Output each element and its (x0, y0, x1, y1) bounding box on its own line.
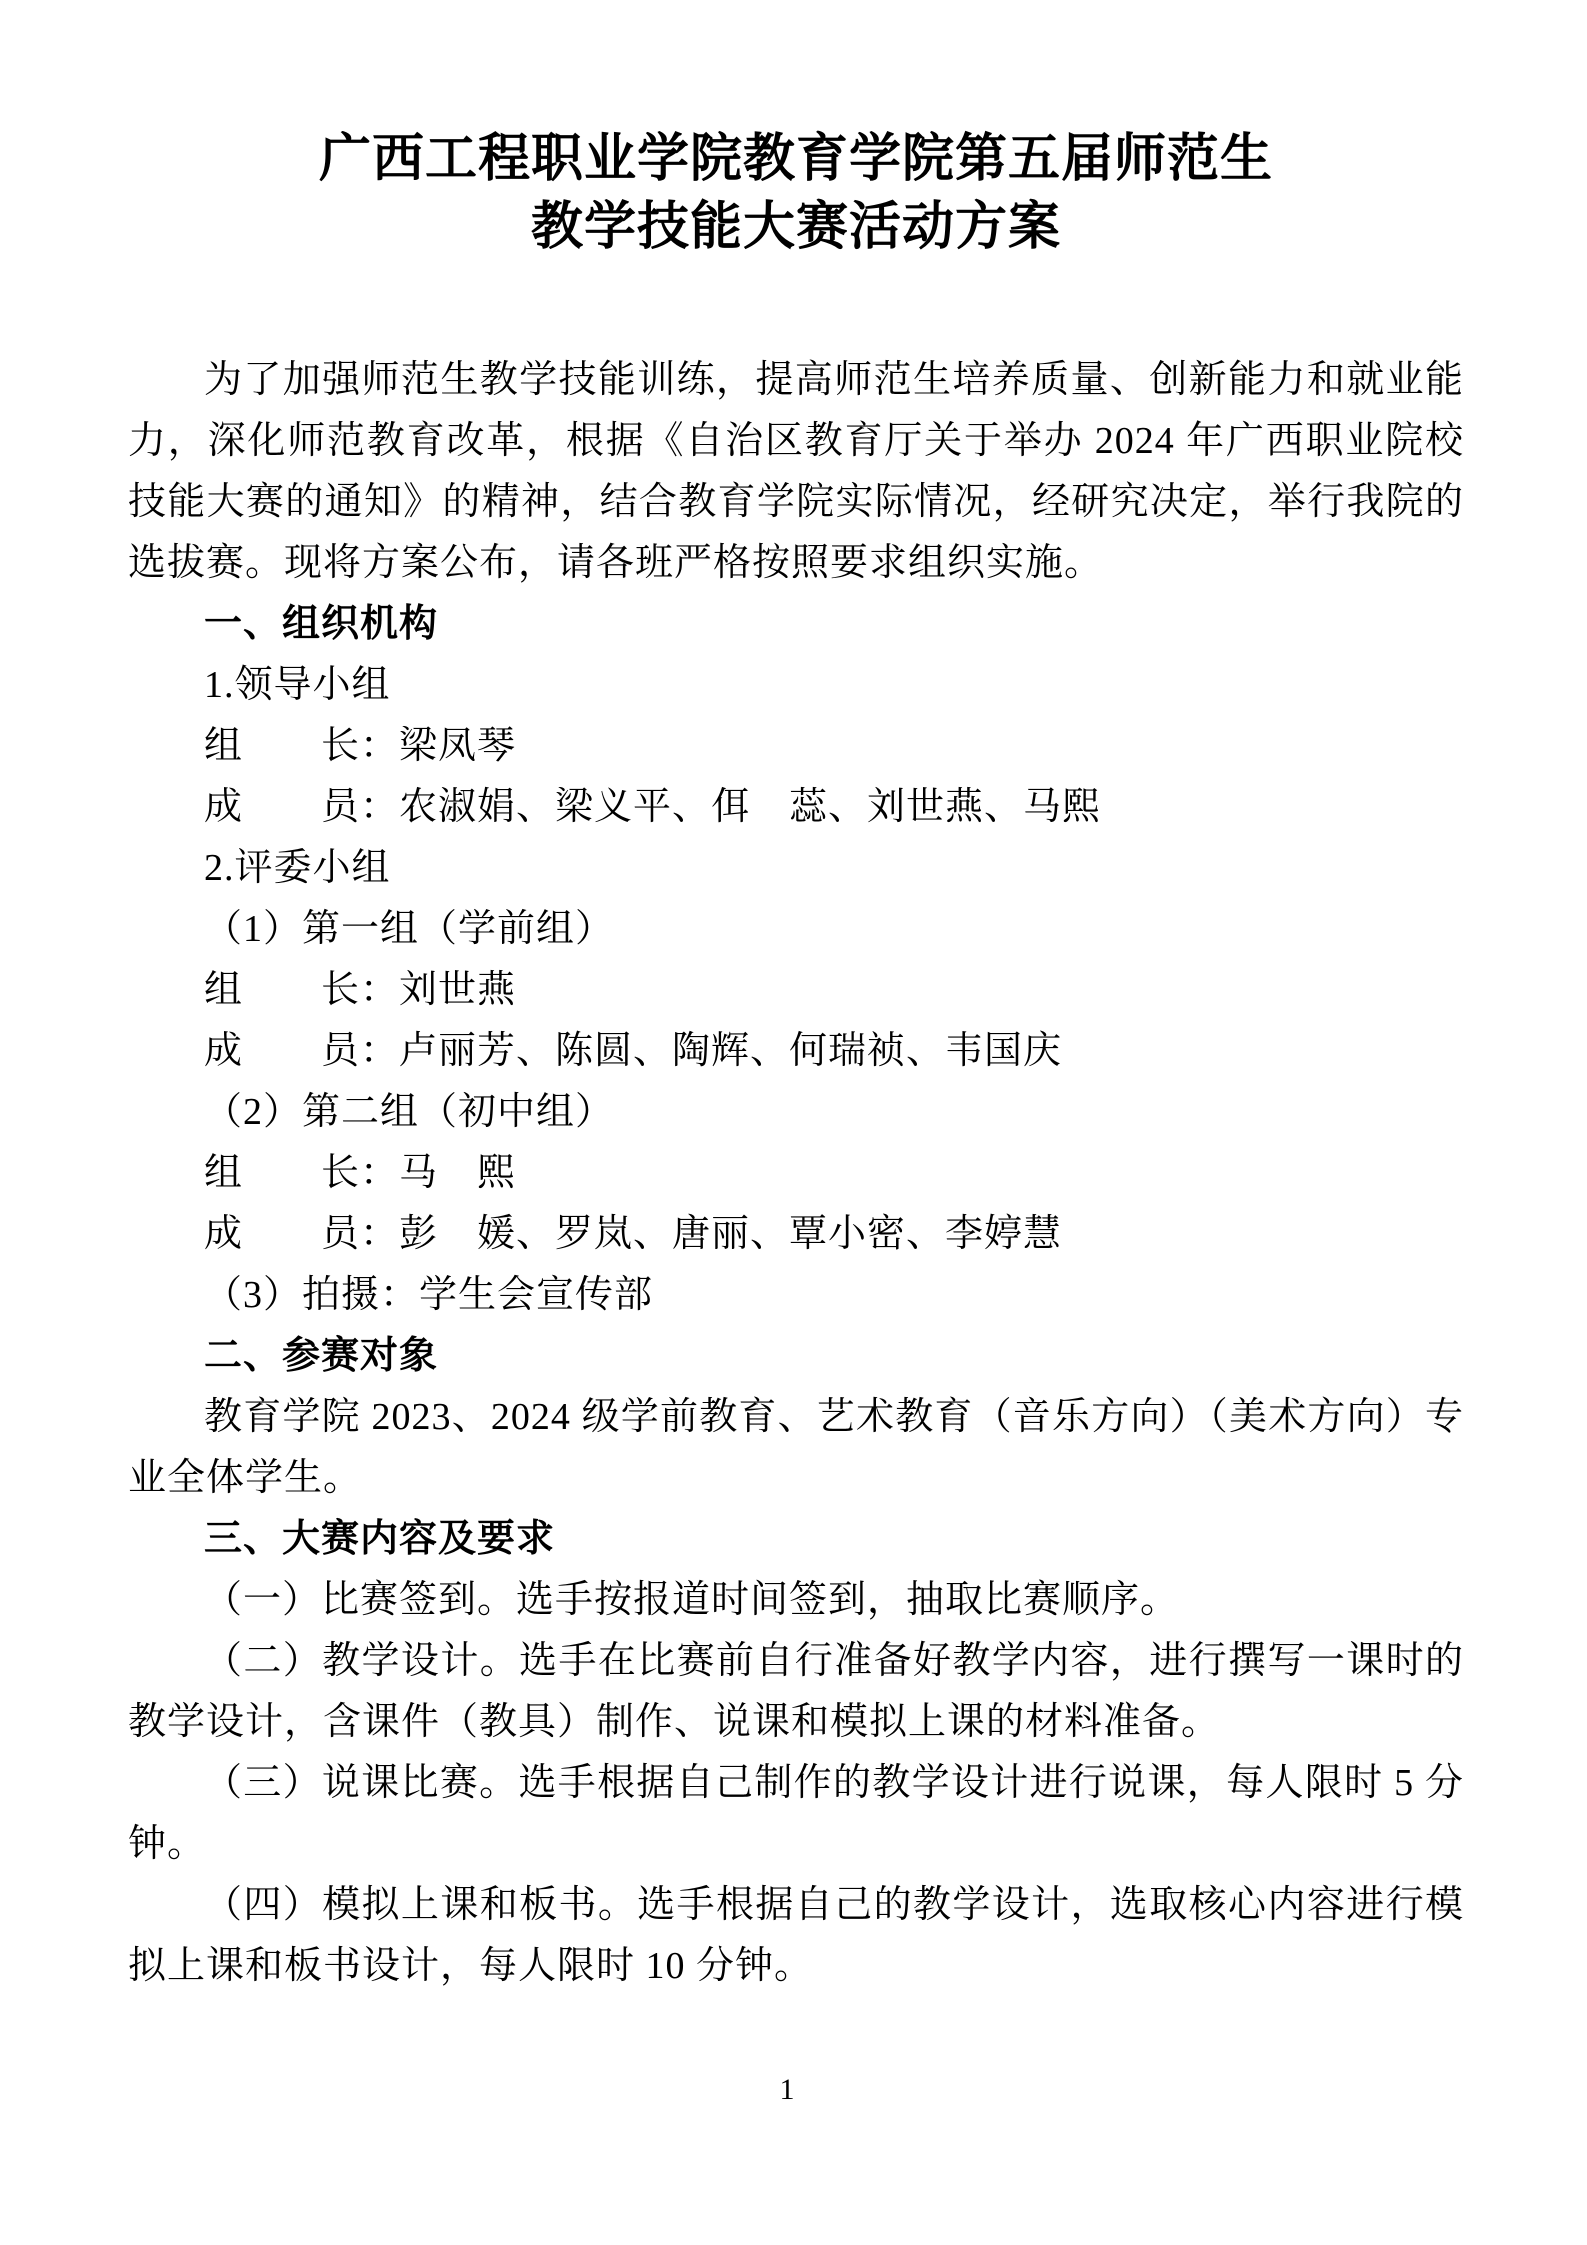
section-3-paragraph-signin: （一）比赛签到。选手按报道时间签到，抽取比赛顺序。 (204, 1579, 1180, 1621)
section-1-line-judge-group: 2.评委小组 (204, 847, 391, 889)
section-3-paragraph-mock-teaching: （四）模拟上课和板书。选手根据自己的教学设计，选取核心内容进行模拟上课和板书设计，每人限时 10 分钟。 (128, 1884, 1464, 1987)
section-3-paragraph-teaching-design: （二）教学设计。选手在比赛前自行准备好教学内容，进行撰写一课时的教学设计，含课件（教具）制作、说课和模拟上课的材料准备。 (128, 1640, 1464, 1743)
section-2-heading: 二、参赛对象 (204, 1335, 439, 1377)
section-1-line-group1: （1）第一组（学前组） (204, 908, 615, 950)
section-3-paragraph-lecture-contest: （三）说课比赛。选手根据自己制作的教学设计进行说课，每人限时 5 分钟。 (128, 1762, 1464, 1865)
intro-paragraph: 为了加强师范生教学技能训练，提高师范生培养质量、创新能力和就业能力，深化师范教育改革，根据《自治区教育厅关于举办 2024 年广西职业院校技能大赛的通知》的精神，结合教育学院实际情况，经研究决定，举行我院的选拔赛。现将方案公布，请各班严格按照要求组织实施。 (128, 359, 1464, 584)
section-1-line-group1-leader: 组 长：刘世燕 (204, 969, 517, 1011)
document-title-line-1: 广西工程职业学院教育学院第五届师范生 (318, 131, 1273, 188)
section-1-line-members: 成 员：农淑娟、梁义平、佴 蕊、刘世燕、马熙 (204, 786, 1102, 828)
section-1-line-photography: （3）拍摄：学生会宣传部 (204, 1274, 654, 1316)
section-1-line-group2: （2）第二组（初中组） (204, 1091, 615, 1133)
section-1-line-group1-members: 成 员：卢丽芳、陈圆、陶辉、何瑞祯、韦国庆 (204, 1030, 1063, 1072)
page-number: 1 (779, 2073, 795, 2106)
section-2-paragraph: 教育学院 2023、2024 级学前教育、艺术教育（音乐方向）（美术方向）专业全体学生。 (128, 1396, 1464, 1499)
section-1-heading: 一、组织机构 (204, 603, 439, 645)
document-content (128, 126, 1464, 1997)
document-title (128, 126, 1464, 262)
section-1-line-group2-members: 成 员：彭 媛、罗岚、唐丽、覃小密、李婷慧 (204, 1213, 1063, 1255)
section-1-line-leader: 组 长：梁凤琴 (204, 725, 517, 767)
section-1-line-group2-leader: 组 长：马 熙 (204, 1152, 517, 1194)
section-1-line-leader-group: 1.领导小组 (204, 664, 391, 706)
section-3-heading: 三、大赛内容及要求 (204, 1518, 556, 1560)
document-title-line-2: 教学技能大赛活动方案 (530, 199, 1061, 256)
